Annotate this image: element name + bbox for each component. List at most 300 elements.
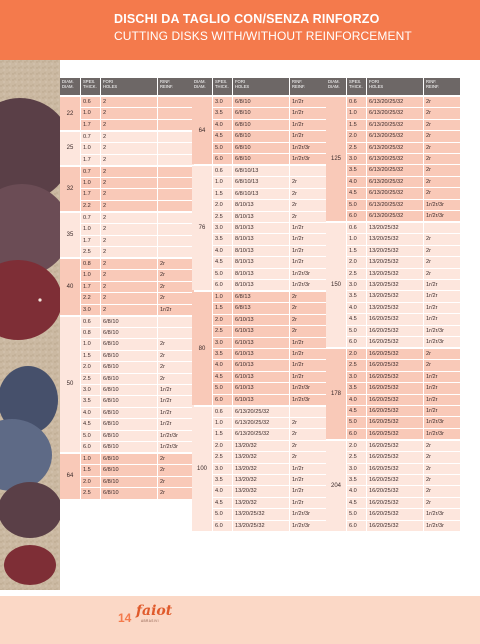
cell-spes: 0.6	[213, 407, 232, 417]
cell-fori: 6/10/13	[233, 360, 289, 370]
page-subtitle: CUTTING DISKS WITH/WITHOUT REINFORCEMENT	[114, 29, 412, 43]
cell-spes: 3.5	[347, 475, 366, 485]
cell-fori: 6/10/13	[233, 395, 289, 405]
cell-rinf: 2r	[158, 477, 194, 487]
cell-spes: 6.0	[81, 442, 100, 452]
cell-spes: 5.0	[213, 269, 232, 279]
cell-fori: 13/20/25/32	[233, 509, 289, 519]
cell-spes: 3.5	[213, 108, 232, 118]
cell-spes: 4.5	[213, 372, 232, 382]
cell-diam: 64	[60, 454, 80, 499]
cell-spes: 3.0	[81, 385, 100, 395]
cell-spes: 2.0	[347, 131, 366, 141]
cell-spes: 1.5	[347, 120, 366, 130]
cell-fori: 6/13/20/25/32	[367, 211, 423, 221]
cell-fori: 6/13/20/25/32	[233, 418, 289, 428]
cell-rinf: 2r	[158, 282, 194, 292]
cell-rinf: 1r/2r	[290, 131, 326, 141]
cell-spes: 1.7	[81, 236, 100, 246]
cell-fori: 16/20/25/32	[367, 521, 423, 531]
cell-fori: 2	[101, 259, 157, 269]
page-title: DISCHI DA TAGLIO CON/SENZA RINFORZO	[114, 12, 380, 26]
cell-spes: 1.5	[213, 189, 232, 199]
cell-fori: 6/10/13	[233, 315, 289, 325]
cell-fori: 6/8/13	[233, 303, 289, 313]
cell-rinf: 1r/2r	[290, 338, 326, 348]
cell-spes: 3.5	[213, 475, 232, 485]
cell-spes: 0.8	[81, 259, 100, 269]
cell-fori: 16/20/25/32	[367, 314, 423, 324]
cell-rinf: 1r/2r	[290, 486, 326, 496]
cell-rinf: 1r/2r	[290, 475, 326, 485]
cell-rinf: 2r	[424, 441, 460, 451]
cell-fori: 6/8/13	[233, 292, 289, 302]
cell-fori: 6/10/13	[233, 349, 289, 359]
cell-rinf: 2r	[158, 293, 194, 303]
cell-fori: 2	[101, 120, 157, 130]
cell-spes: 0.8	[81, 328, 100, 338]
cell-spes: 6.0	[347, 337, 366, 347]
cell-spes: 2.5	[213, 212, 232, 222]
cell-rinf	[158, 224, 194, 234]
cell-fori: 13/20/32	[233, 498, 289, 508]
cell-rinf	[158, 213, 194, 223]
cell-rinf	[158, 328, 194, 338]
cell-rinf: 2r	[290, 452, 326, 462]
cell-rinf: 2r	[158, 259, 194, 269]
cell-fori: 13/20/25/32	[367, 257, 423, 267]
cell-spes: 1.5	[81, 465, 100, 475]
cell-spes: 4.5	[347, 498, 366, 508]
cell-fori: 2	[101, 213, 157, 223]
cell-rinf: 1r/2r/3r	[290, 521, 326, 531]
cell-diam: 22	[60, 97, 80, 130]
cell-rinf	[158, 120, 194, 130]
cell-rinf: 2r	[290, 189, 326, 199]
cell-rinf: 1r/2r/3r	[158, 431, 194, 441]
cell-rinf: 1r/2r	[290, 498, 326, 508]
cell-spes: 4.0	[213, 120, 232, 130]
cell-spes: 1.0	[347, 234, 366, 244]
cell-spes: 1.7	[81, 189, 100, 199]
cell-fori: 2	[101, 247, 157, 257]
cell-spes: 1.0	[81, 224, 100, 234]
cell-fori: 8/10/13	[233, 200, 289, 210]
column-header-diam: DIAM. DIAM.	[60, 78, 80, 95]
cell-spes: 1.7	[81, 120, 100, 130]
cell-diam: 35	[60, 213, 80, 258]
cell-rinf	[158, 132, 194, 142]
cell-rinf: 1r/2r	[290, 257, 326, 267]
cell-fori: 16/20/25/32	[367, 475, 423, 485]
cell-spes: 2.0	[213, 315, 232, 325]
cell-rinf: 2r	[290, 212, 326, 222]
cell-spes: 2.5	[347, 269, 366, 279]
cell-spes: 3.5	[347, 165, 366, 175]
cell-spes: 3.0	[213, 97, 232, 107]
cell-spes: 4.5	[347, 406, 366, 416]
cell-spes: 1.0	[81, 108, 100, 118]
cell-spes: 5.0	[213, 509, 232, 519]
cell-fori: 8/10/13	[233, 269, 289, 279]
cell-fori: 16/20/25/32	[367, 372, 423, 382]
cell-spes: 6.0	[213, 280, 232, 290]
cell-spes: 2.5	[81, 488, 100, 498]
cell-rinf	[158, 236, 194, 246]
cell-rinf: 2r	[424, 464, 460, 474]
cell-rinf: 2r	[290, 441, 326, 451]
cell-diam: 64	[192, 97, 212, 164]
cell-fori: 6/8/10	[101, 465, 157, 475]
cell-rinf: 2r	[424, 143, 460, 153]
cell-diam: 32	[60, 167, 80, 212]
cell-spes: 6.0	[347, 429, 366, 439]
cell-spes: 2.5	[213, 326, 232, 336]
cell-rinf: 1r/2r	[424, 314, 460, 324]
cell-fori: 6/10/13	[233, 326, 289, 336]
cell-rinf: 2r	[158, 351, 194, 361]
cell-spes: 4.5	[81, 419, 100, 429]
cell-spes: 5.0	[347, 417, 366, 427]
cell-fori: 13/20/25/32	[367, 234, 423, 244]
cell-rinf: 2r	[158, 488, 194, 498]
cell-diam: 40	[60, 259, 80, 315]
column-header-diam: DIAM. DIAM.	[192, 78, 212, 95]
cell-rinf: 2r	[158, 362, 194, 372]
cell-fori: 6/8/10/13	[233, 189, 289, 199]
cell-fori: 13/20/25/32	[233, 521, 289, 531]
cell-fori: 6/13/20/25/32	[367, 108, 423, 118]
cell-spes: 2.5	[347, 452, 366, 462]
cell-rinf: 2r	[158, 339, 194, 349]
cell-rinf	[158, 97, 194, 107]
cell-spes: 0.6	[81, 317, 100, 327]
column-header-spes: SPES. THICK.	[81, 78, 100, 95]
cell-fori: 6/8/10/13	[233, 177, 289, 187]
cell-rinf: 2r	[424, 498, 460, 508]
cell-spes: 1.5	[213, 429, 232, 439]
cell-rinf: 1r/2r/3r	[424, 521, 460, 531]
cell-fori: 6/8/10	[101, 374, 157, 384]
cell-fori: 16/20/25/32	[367, 452, 423, 462]
cell-rinf: 1r/2r	[290, 349, 326, 359]
cell-spes: 6.0	[213, 521, 232, 531]
cell-rinf: 2r	[290, 326, 326, 336]
cell-spes: 1.0	[81, 178, 100, 188]
cell-fori: 16/20/25/32	[367, 441, 423, 451]
cell-rinf: 2r	[424, 257, 460, 267]
cell-spes: 6.0	[213, 154, 232, 164]
cell-fori: 6/8/10	[233, 131, 289, 141]
cell-spes: 3.5	[213, 234, 232, 244]
cell-spes: 0.6	[81, 97, 100, 107]
column-header-fori: FORI HOLES	[101, 78, 157, 95]
cell-rinf: 1r/2r	[290, 120, 326, 130]
cell-spes: 3.0	[213, 338, 232, 348]
cell-diam: 50	[60, 317, 80, 453]
cell-spes: 4.0	[347, 303, 366, 313]
cell-fori: 8/10/13	[233, 257, 289, 267]
cell-rinf: 1r/2r/3r	[290, 269, 326, 279]
cell-fori: 13/20/32	[233, 486, 289, 496]
cell-fori: 2	[101, 282, 157, 292]
cell-fori: 6/13/20/25/32	[367, 97, 423, 107]
cell-rinf: 1r/2r	[424, 395, 460, 405]
cell-rinf: 1r/2r/3r	[290, 280, 326, 290]
cell-rinf: 2r	[424, 108, 460, 118]
cell-spes: 3.5	[81, 396, 100, 406]
cell-fori: 6/8/10	[233, 97, 289, 107]
cell-fori: 16/20/25/32	[367, 360, 423, 370]
cell-fori: 6/8/10	[101, 477, 157, 487]
cell-spes: 3.5	[213, 349, 232, 359]
cell-spes: 0.7	[81, 213, 100, 223]
column-header-rinf: RINF. REINF.	[158, 78, 194, 95]
cell-spes: 1.5	[81, 351, 100, 361]
cell-rinf	[424, 223, 460, 233]
cell-fori: 6/13/20/25/32	[367, 165, 423, 175]
cell-rinf: 1r/2r	[424, 372, 460, 382]
cell-rinf: 2r	[424, 486, 460, 496]
cell-spes: 6.0	[347, 211, 366, 221]
cell-fori: 8/10/13	[233, 234, 289, 244]
cell-fori: 2	[101, 155, 157, 165]
cell-spes: 2.0	[347, 257, 366, 267]
cell-spes: 1.0	[213, 177, 232, 187]
cell-fori: 6/8/10	[233, 108, 289, 118]
cell-spes: 5.0	[213, 383, 232, 393]
cell-fori: 6/10/13	[233, 383, 289, 393]
cell-fori: 16/20/25/32	[367, 326, 423, 336]
cell-rinf: 2r	[158, 465, 194, 475]
cell-rinf: 1r/2r	[290, 97, 326, 107]
cell-rinf: 1r/2r	[290, 360, 326, 370]
cell-spes: 2.0	[81, 477, 100, 487]
cell-spes: 2.0	[213, 441, 232, 451]
cell-rinf: 2r	[424, 475, 460, 485]
cell-rinf: 2r	[424, 234, 460, 244]
cell-fori: 6/8/10	[101, 328, 157, 338]
cell-spes: 3.0	[347, 464, 366, 474]
cell-spes: 4.0	[81, 408, 100, 418]
cell-rinf: 2r	[424, 165, 460, 175]
cell-rinf: 2r	[158, 270, 194, 280]
cell-spes: 3.5	[347, 291, 366, 301]
cell-fori: 16/20/25/32	[367, 383, 423, 393]
cell-fori: 6/8/10	[101, 396, 157, 406]
cell-spes: 1.0	[81, 339, 100, 349]
cell-fori: 6/13/20/25/32	[367, 188, 423, 198]
cell-spes: 1.0	[213, 418, 232, 428]
cell-fori: 16/20/25/32	[367, 429, 423, 439]
cell-fori: 6/8/10	[233, 154, 289, 164]
cell-fori: 6/8/10	[101, 408, 157, 418]
cell-spes: 4.5	[213, 257, 232, 267]
product-photo	[0, 60, 60, 590]
cell-fori: 6/8/10	[233, 143, 289, 153]
cell-diam: 178	[326, 349, 346, 439]
cell-rinf: 2r	[424, 154, 460, 164]
cell-rinf	[158, 143, 194, 153]
cell-spes: 1.7	[81, 282, 100, 292]
cell-rinf: 2r	[290, 315, 326, 325]
column-header-spes: SPES. THICK.	[213, 78, 232, 95]
cell-fori: 6/13/20/25/32	[367, 131, 423, 141]
cell-spes: 4.5	[347, 188, 366, 198]
cell-fori: 2	[101, 108, 157, 118]
cell-fori: 13/20/25/32	[367, 280, 423, 290]
cell-spes: 0.6	[347, 223, 366, 233]
cell-fori: 6/8/10	[101, 351, 157, 361]
cell-fori: 13/20/25/32	[367, 269, 423, 279]
cell-rinf: 1r/2r/3r	[158, 442, 194, 452]
cell-rinf: 1r/2r	[424, 303, 460, 313]
cell-rinf: 1r/2r/3r	[424, 326, 460, 336]
cell-rinf: 1r/2r	[290, 464, 326, 474]
cell-spes: 3.0	[213, 223, 232, 233]
cell-rinf: 2r	[158, 374, 194, 384]
cell-fori: 13/20/25/32	[367, 223, 423, 233]
cell-rinf	[158, 201, 194, 211]
cell-rinf	[158, 155, 194, 165]
cell-fori: 6/13/20/25/32	[367, 120, 423, 130]
cell-rinf: 1r/2r/3r	[424, 429, 460, 439]
cell-spes: 3.0	[347, 372, 366, 382]
cell-fori: 6/8/10	[101, 317, 157, 327]
cell-fori: 6/8/10	[101, 431, 157, 441]
cell-fori: 2	[101, 189, 157, 199]
cell-rinf: 1r/2r	[290, 372, 326, 382]
cell-fori: 6/13/20/25/32	[367, 154, 423, 164]
cell-spes: 2.5	[81, 247, 100, 257]
cell-spes: 2.0	[347, 441, 366, 451]
cell-rinf	[158, 167, 194, 177]
cell-rinf: 1r/2r/3r	[424, 211, 460, 221]
cell-fori: 2	[101, 132, 157, 142]
cell-rinf: 2r	[424, 97, 460, 107]
cell-rinf: 1r/2r/3r	[290, 395, 326, 405]
cell-spes: 4.0	[347, 395, 366, 405]
cell-spes: 2.5	[213, 452, 232, 462]
cell-spes: 5.0	[347, 200, 366, 210]
cell-fori: 6/13/20/25/32	[233, 407, 289, 417]
cell-spes: 4.0	[213, 246, 232, 256]
cell-rinf: 2r	[290, 418, 326, 428]
cell-spes: 1.0	[213, 292, 232, 302]
cell-diam: 150	[326, 223, 346, 347]
cell-fori: 2	[101, 236, 157, 246]
cell-rinf	[290, 166, 326, 176]
cell-spes: 2.5	[347, 143, 366, 153]
cell-rinf: 1r/2r	[290, 234, 326, 244]
cell-fori: 13/20/32	[233, 475, 289, 485]
cell-fori: 6/8/10	[101, 454, 157, 464]
cell-fori: 16/20/25/32	[367, 486, 423, 496]
cell-rinf: 2r	[424, 177, 460, 187]
cell-fori: 8/10/13	[233, 246, 289, 256]
column-header-fori: FORI HOLES	[233, 78, 289, 95]
cell-spes: 1.0	[81, 270, 100, 280]
cell-rinf: 1r/2r	[158, 408, 194, 418]
cell-spes: 0.6	[347, 97, 366, 107]
cell-rinf: 1r/2r/3r	[290, 154, 326, 164]
cell-rinf: 2r	[290, 200, 326, 210]
cell-diam: 80	[192, 292, 212, 405]
cell-spes: 4.5	[213, 131, 232, 141]
cell-rinf: 1r/2r/3r	[290, 143, 326, 153]
cell-spes: 0.7	[81, 167, 100, 177]
cell-rinf: 1r/2r	[158, 305, 194, 315]
cell-fori: 13/20/32	[233, 452, 289, 462]
cell-fori: 6/13/20/25/32	[367, 177, 423, 187]
column-header-fori: FORI HOLES	[367, 78, 423, 95]
cell-fori: 16/20/25/32	[367, 509, 423, 519]
cell-fori: 16/20/25/32	[367, 337, 423, 347]
cell-rinf: 1r/2r	[424, 406, 460, 416]
cell-rinf: 2r	[424, 246, 460, 256]
cell-rinf: 2r	[424, 269, 460, 279]
cell-rinf	[158, 189, 194, 199]
cell-spes: 4.5	[347, 314, 366, 324]
cell-fori: 6/10/13	[233, 338, 289, 348]
cell-spes: 0.7	[81, 132, 100, 142]
cell-spes: 1.7	[81, 155, 100, 165]
cell-fori: 16/20/25/32	[367, 406, 423, 416]
cell-fori: 6/8/10	[101, 362, 157, 372]
cell-rinf: 1r/2r	[290, 246, 326, 256]
cell-fori: 13/20/25/32	[367, 291, 423, 301]
cell-spes: 5.0	[81, 431, 100, 441]
cell-spes: 3.0	[347, 154, 366, 164]
cell-diam: 100	[192, 407, 212, 531]
cell-rinf: 1r/2r/3r	[290, 509, 326, 519]
cell-rinf: 1r/2r/3r	[424, 509, 460, 519]
cell-rinf: 1r/2r/3r	[290, 383, 326, 393]
cell-diam: 76	[192, 166, 212, 290]
cell-diam: 204	[326, 441, 346, 531]
cell-rinf: 2r	[290, 292, 326, 302]
cell-spes: 3.5	[347, 383, 366, 393]
cell-fori: 2	[101, 224, 157, 234]
cell-spes: 1.5	[213, 303, 232, 313]
cell-rinf: 1r/2r	[424, 280, 460, 290]
cell-spes: 1.0	[81, 143, 100, 153]
cell-spes: 5.0	[347, 509, 366, 519]
cell-spes: 2.5	[81, 374, 100, 384]
cell-spes: 6.0	[347, 521, 366, 531]
cell-spes: 2.0	[81, 362, 100, 372]
cell-spes: 2.5	[347, 360, 366, 370]
cell-fori: 2	[101, 201, 157, 211]
cell-fori: 8/10/13	[233, 280, 289, 290]
cell-rinf	[158, 108, 194, 118]
cell-rinf: 1r/2r/3r	[424, 337, 460, 347]
cell-rinf: 2r	[424, 131, 460, 141]
cell-diam: 125	[326, 97, 346, 221]
cell-fori: 6/13/20/25/32	[233, 429, 289, 439]
cell-rinf: 1r/2r/3r	[424, 200, 460, 210]
cell-fori: 6/8/10	[101, 339, 157, 349]
cell-rinf: 2r	[424, 349, 460, 359]
cell-rinf	[158, 178, 194, 188]
cell-fori: 2	[101, 97, 157, 107]
cell-fori: 13/20/32	[233, 441, 289, 451]
brand-logo: faiot	[136, 603, 173, 619]
cell-rinf: 1r/2r	[158, 396, 194, 406]
cell-spes: 3.0	[347, 280, 366, 290]
cell-rinf: 1r/2r/3r	[424, 417, 460, 427]
page-number: 14	[118, 611, 132, 625]
